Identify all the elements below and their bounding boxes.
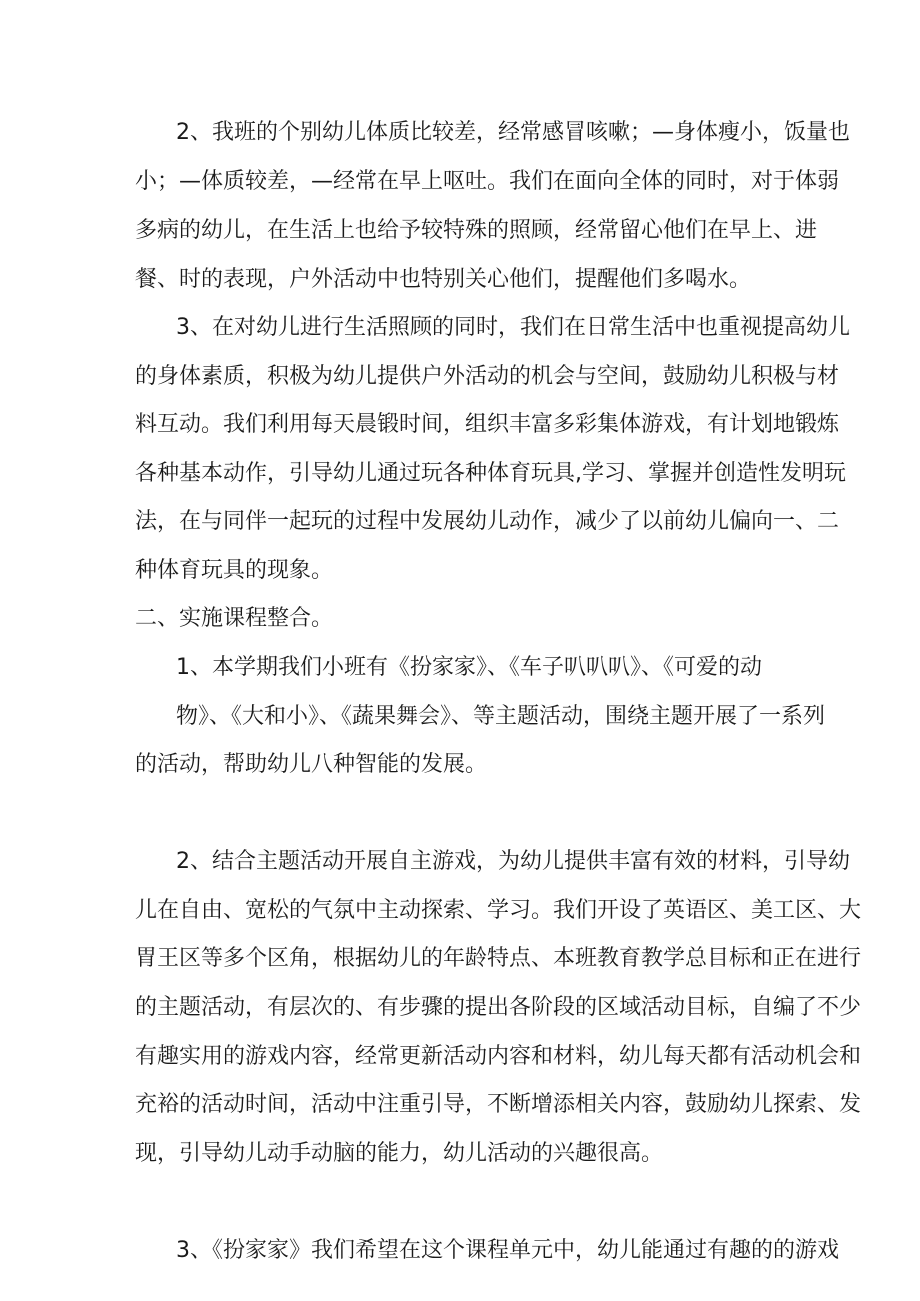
- section-item-2-line-2: 儿在自由、宽松的气氛中主动探索、学习。我们开设了英语区、美工区、大: [135, 898, 862, 923]
- paragraph-3-line-3: 料互动。我们利用每天晨锻时间，组织丰富多彩集体游戏，有计划地锻炼: [135, 412, 840, 437]
- section-item-1-line-1: 1、本学期我们小班有《扮家家》、《车子叭叭叭》、《可爱的动: [176, 655, 762, 680]
- paragraph-2-line-4: 餐、时的表现，户外活动中也特别关心他们，提醒他们多喝水。: [135, 267, 752, 292]
- section-item-2-line-3: 胃王区等多个区角，根据幼儿的年龄特点、本班教育教学总目标和正在进行: [135, 946, 862, 971]
- paragraph-3-line-1: 3、在对幼儿进行生活照顾的同时，我们在日常生活中也重视提高幼儿: [176, 315, 850, 340]
- paragraph-2-line-3: 多病的幼儿，在生活上也给予较特殊的照顾，经常留心他们在早上、进: [135, 218, 818, 243]
- section-item-2-line-6: 充裕的活动时间，活动中注重引导，不断增添相关内容，鼓励幼儿探索、发: [135, 1092, 862, 1117]
- section-item-3-line-1: 3、《扮家家》我们希望在这个课程单元中，幼儿能通过有趣的的游戏: [176, 1238, 839, 1263]
- paragraph-3-line-2: 的身体素质，积极为幼儿提供户外活动的机会与空间，鼓励幼儿积极与材: [135, 364, 840, 389]
- paragraph-3-line-6: 种体育玩具的现象。: [135, 558, 334, 583]
- paragraph-2-line-1: 2、我班的个别幼儿体质比较差，经常感冒咳嗽；—身体瘦小，饭量也: [176, 120, 850, 145]
- paragraph-3-line-4: 各种基本动作，引导幼儿通过玩各种体育玩具,学习、掌握并创造性发明玩: [135, 461, 846, 486]
- paragraph-3-line-5: 法，在与同伴一起玩的过程中发展幼儿动作，减少了以前幼儿偏向一、二: [135, 509, 840, 534]
- section-item-2-line-1: 2、结合主题活动开展自主游戏，为幼儿提供丰富有效的材料，引导幼: [176, 849, 850, 874]
- section-item-2-line-5: 有趣实用的游戏内容，经常更新活动内容和材料，幼儿每天都有活动机会和: [135, 1044, 862, 1069]
- paragraph-2-line-2: 小；—体质较差，—经常在早上呕吐。我们在面向全体的同时，对于体弱: [135, 169, 840, 194]
- section-heading: 二、实施课程整合。: [135, 606, 334, 631]
- section-item-1-line-3: 的活动，帮助幼儿八种智能的发展。: [135, 752, 488, 777]
- section-item-2-line-4: 的主题活动，有层次的、有步骤的提出各阶段的区域活动目标，自编了不少: [135, 995, 862, 1020]
- section-item-2-line-7: 现，引导幼儿动手动脑的能力，幼儿活动的兴趣很高。: [135, 1141, 664, 1166]
- section-item-1-line-2: 物》、《大和小》、《蔬果舞会》、等主题活动，围绕主题开展了一系列: [176, 704, 826, 729]
